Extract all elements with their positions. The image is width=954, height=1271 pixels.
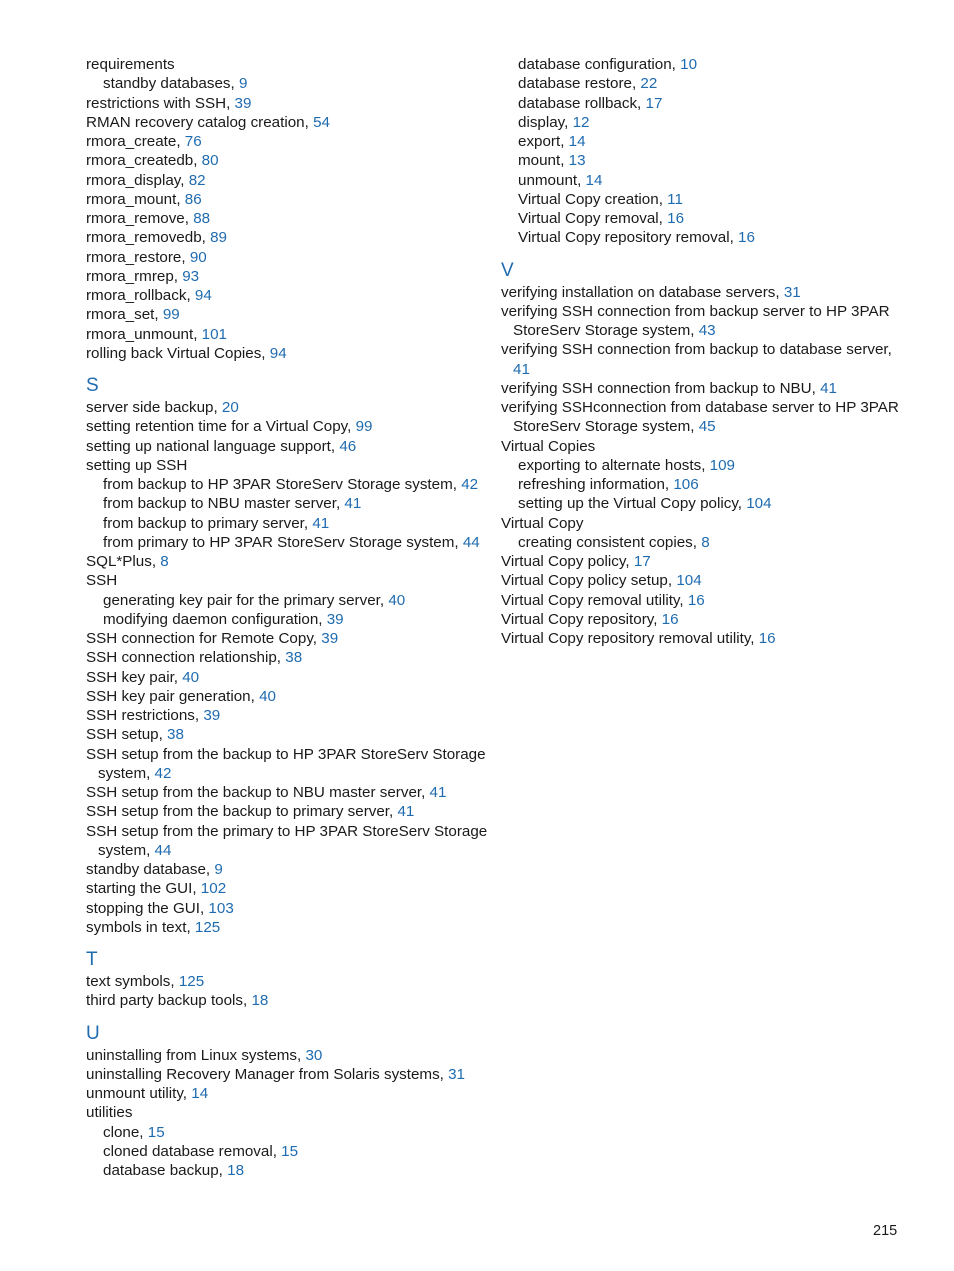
- index-term: Virtual Copy repository removal,: [518, 229, 739, 247]
- page-link[interactable]: 31: [448, 1065, 466, 1083]
- index-entry: [86, 571, 496, 590]
- index-term: Virtual Copy removal utility,: [501, 591, 688, 609]
- page-link[interactable]: 30: [305, 1046, 323, 1064]
- page-link[interactable]: 45: [698, 418, 716, 436]
- index-term: Virtual Copies: [501, 437, 596, 455]
- index-term: Virtual Copy creation,: [518, 190, 668, 208]
- index-subentry: [501, 171, 911, 190]
- index-term: setting up the Virtual Copy policy,: [518, 495, 747, 513]
- page-link[interactable]: 106: [673, 476, 699, 493]
- page-link[interactable]: 44: [154, 841, 172, 859]
- page-link[interactable]: 38: [167, 726, 184, 744]
- index-entry: [86, 668, 496, 687]
- index-entry: [86, 437, 496, 456]
- index-term: from backup to HP 3PAR StoreServ Storage system,: [103, 476, 462, 493]
- index-subentry: [501, 132, 911, 151]
- index-term: SSH setup from the backup to HP 3PAR StoreServ Storage system,: [86, 745, 486, 782]
- index-term: rolling back Virtual Copies,: [86, 344, 270, 362]
- page-link[interactable]: 38: [285, 649, 303, 667]
- index-letter-heading: S: [86, 375, 99, 396]
- page-link[interactable]: 104: [746, 495, 772, 513]
- page-link[interactable]: 41: [429, 784, 447, 801]
- page-link[interactable]: 42: [461, 476, 479, 493]
- index-entry: [501, 629, 911, 648]
- page-link[interactable]: 101: [201, 325, 227, 343]
- page-link[interactable]: 16: [758, 630, 776, 647]
- index-entry: [86, 991, 496, 1010]
- index-term: utilities: [86, 1104, 133, 1122]
- index-entry: [86, 706, 496, 725]
- index-term: export,: [518, 133, 569, 150]
- index-entry: [86, 151, 496, 170]
- index-entry: [86, 344, 496, 363]
- index-entry: [86, 860, 496, 879]
- page-link[interactable]: 16: [738, 229, 755, 247]
- index-entry: [501, 437, 911, 456]
- index-term: setting up SSH: [86, 456, 188, 474]
- index-term: rmora_remove,: [86, 210, 194, 227]
- index-entry: [86, 783, 496, 802]
- index-subentry: [86, 1142, 496, 1161]
- page-link[interactable]: 42: [154, 764, 172, 782]
- index-entry: [86, 1103, 496, 1122]
- index-subentry: [86, 1123, 496, 1142]
- index-term: SSH connection for Remote Copy,: [86, 630, 322, 647]
- page-link[interactable]: 41: [820, 379, 837, 397]
- page-link[interactable]: 14: [191, 1085, 209, 1102]
- index-entry: [86, 648, 496, 667]
- index-term: verifying installation on database servers,: [501, 283, 784, 301]
- page-link[interactable]: 20: [221, 399, 239, 416]
- index-term: Virtual Copy repository,: [501, 610, 662, 628]
- index-subentry: [501, 55, 911, 74]
- page-link[interactable]: 76: [184, 133, 202, 150]
- index-term: SSH connection relationship,: [86, 649, 286, 667]
- index-entry: [86, 879, 496, 898]
- index-term: rmora_display,: [86, 171, 189, 189]
- index-entry: [86, 1084, 496, 1103]
- index-term: SSH: [86, 572, 118, 590]
- page-link[interactable]: 93: [182, 267, 200, 285]
- index-entry: [86, 55, 496, 74]
- page-link[interactable]: 13: [568, 152, 586, 170]
- index-term: SSH setup from the backup to primary server,: [86, 803, 398, 821]
- page-link[interactable]: 40: [182, 668, 200, 686]
- index-entry: [86, 802, 496, 821]
- index-term: cloned database removal,: [103, 1142, 282, 1160]
- index-term: SSH restrictions,: [86, 707, 204, 724]
- page-link[interactable]: 39: [203, 707, 221, 724]
- index-term: starting the GUI,: [86, 880, 201, 898]
- page-link[interactable]: 86: [184, 190, 202, 208]
- index-entry: [86, 286, 496, 305]
- index-term: rmora_restore,: [86, 248, 190, 266]
- index-term: setting up national language support,: [86, 437, 340, 455]
- index-subentry: [501, 475, 911, 494]
- index-term: verifying SSH connection from backup server to HP 3PAR StoreServ Storage system,: [501, 302, 890, 339]
- index-term: requirements: [86, 56, 175, 73]
- page-link[interactable]: 103: [208, 899, 234, 917]
- index-term: verifying SSHconnection from database server to HP 3PAR StoreServ Storage system,: [501, 399, 899, 436]
- index-subentry: [86, 591, 496, 610]
- page-link[interactable]: 39: [234, 94, 252, 112]
- page-link[interactable]: 17: [633, 553, 651, 570]
- index-column-right: [501, 55, 911, 648]
- index-term: text symbols,: [86, 973, 179, 990]
- page-link[interactable]: 18: [227, 1162, 245, 1179]
- index-entry: [501, 610, 911, 629]
- index-term: database restore,: [518, 75, 641, 93]
- index-entry: [501, 283, 911, 302]
- page-link[interactable]: 16: [667, 210, 685, 227]
- index-subentry: [86, 533, 496, 552]
- index-subentry: [501, 94, 911, 113]
- index-term: symbols in text,: [86, 918, 195, 936]
- page-link[interactable]: 94: [269, 344, 287, 362]
- page-link[interactable]: 80: [201, 152, 219, 170]
- index-letter-heading: U: [86, 1022, 100, 1044]
- index-subentry: [501, 494, 911, 513]
- index-term: SSH setup from the primary to HP 3PAR StoreServ Storage system,: [86, 822, 488, 859]
- page-link[interactable]: 102: [200, 880, 227, 898]
- index-subentry: [86, 1161, 496, 1180]
- index-entry: [86, 745, 496, 784]
- index-entry: [86, 918, 496, 937]
- page-link[interactable]: 12: [572, 113, 590, 131]
- page-link[interactable]: 46: [339, 437, 357, 455]
- page-link[interactable]: 15: [147, 1123, 165, 1141]
- index-term: SSH key pair,: [86, 668, 183, 686]
- page-link[interactable]: 54: [313, 113, 330, 131]
- index-entry: [86, 725, 496, 744]
- index-subentry: [86, 610, 496, 629]
- index-entry: [86, 209, 496, 228]
- page-link[interactable]: 39: [321, 630, 339, 647]
- page-link[interactable]: 109: [709, 456, 735, 474]
- page-link[interactable]: 89: [210, 229, 227, 247]
- index-term: creating consistent copies,: [518, 533, 702, 551]
- page-link[interactable]: 8: [701, 533, 710, 551]
- index-subentry: [501, 190, 911, 209]
- index-term: Virtual Copy removal,: [518, 210, 668, 227]
- index-term: SSH setup from the backup to NBU master server,: [86, 784, 430, 801]
- index-term: rmora_rollback,: [86, 287, 195, 304]
- index-entry: [86, 1065, 496, 1084]
- page-link[interactable]: 99: [162, 306, 180, 324]
- index-subentry: [501, 113, 911, 132]
- index-subentry: [501, 74, 911, 93]
- index-entry: [86, 456, 496, 475]
- page-link[interactable]: 40: [388, 591, 406, 609]
- index-term: verifying SSH connection from backup to database server,: [501, 341, 892, 359]
- page-link[interactable]: 44: [462, 533, 480, 551]
- page-number: 215: [873, 1223, 898, 1239]
- index-term: rmora_create,: [86, 133, 185, 150]
- index-entry: [86, 398, 496, 417]
- page-link[interactable]: 104: [676, 572, 702, 590]
- index-term: SSH setup,: [86, 726, 168, 744]
- index-term: database rollback,: [518, 94, 646, 112]
- index-term: uninstalling Recovery Manager from Solaris systems,: [86, 1065, 449, 1083]
- page-link[interactable]: 40: [259, 687, 276, 705]
- index-term: display,: [518, 113, 573, 131]
- index-term: uninstalling from Linux systems,: [86, 1046, 306, 1064]
- index-term: rmora_rmrep,: [86, 267, 183, 285]
- index-letter-heading: T: [86, 949, 98, 970]
- page-link[interactable]: 82: [188, 171, 206, 189]
- index-entry: [86, 972, 496, 991]
- index-entry: [501, 379, 911, 398]
- page-link[interactable]: 10: [680, 56, 698, 73]
- page-link[interactable]: 8: [160, 553, 169, 570]
- index-entry: [86, 629, 496, 648]
- index-entry: [86, 325, 496, 344]
- index-entry: [86, 132, 496, 151]
- index-term: exporting to alternate hosts,: [518, 456, 710, 474]
- index-term: server side backup,: [86, 399, 222, 416]
- index-entry: [501, 591, 911, 610]
- index-entry: [86, 1046, 496, 1065]
- index-term: from primary to HP 3PAR StoreServ Storage system,: [103, 533, 463, 551]
- page-link[interactable]: 94: [194, 287, 212, 304]
- index-subentry: [501, 456, 911, 475]
- index-term: Virtual Copy policy,: [501, 553, 634, 570]
- index-entry: [86, 687, 496, 706]
- index-entry: [86, 190, 496, 209]
- page-link[interactable]: 11: [667, 190, 683, 208]
- page-link[interactable]: 22: [640, 75, 658, 93]
- page-link[interactable]: 14: [585, 171, 603, 189]
- index-term: Virtual Copy policy setup,: [501, 572, 677, 590]
- index-term: standby databases,: [103, 75, 239, 93]
- index-subentry: [86, 475, 496, 494]
- index-subentry: [86, 74, 496, 93]
- page-link[interactable]: 41: [312, 514, 330, 532]
- index-entry: [86, 552, 496, 571]
- index-subentry: [86, 514, 496, 533]
- page-link[interactable]: 17: [645, 94, 663, 112]
- index-subentry: [501, 533, 911, 552]
- page-link[interactable]: 15: [281, 1142, 299, 1160]
- index-term: rmora_unmount,: [86, 325, 202, 343]
- page-link[interactable]: 9: [214, 861, 223, 878]
- page-link[interactable]: 9: [238, 75, 248, 93]
- index-subentry: [501, 228, 911, 247]
- index-term: unmount utility,: [86, 1085, 192, 1102]
- page-link[interactable]: 14: [568, 133, 586, 150]
- page-link[interactable]: 125: [178, 973, 205, 990]
- index-term: mount,: [518, 152, 569, 170]
- page-link[interactable]: 18: [251, 992, 269, 1010]
- index-term: Virtual Copy repository removal utility,: [501, 630, 759, 647]
- index-term: refreshing information,: [518, 476, 674, 493]
- index-term: verifying SSH connection from backup to NBU,: [501, 379, 821, 397]
- page-link[interactable]: 39: [326, 610, 344, 628]
- index-entry: [86, 822, 496, 861]
- index-entry: [501, 398, 911, 437]
- index-term: SSH key pair generation,: [86, 687, 260, 705]
- page-link[interactable]: 41: [513, 360, 530, 378]
- index-entry: [86, 228, 496, 247]
- index-entry: [86, 113, 496, 132]
- page-link[interactable]: 90: [189, 248, 207, 266]
- index-term: unmount,: [518, 171, 586, 189]
- index-entry: [501, 571, 911, 590]
- index-letter-heading: V: [501, 259, 514, 281]
- index-entry: [86, 899, 496, 918]
- index-term: modifying daemon configuration,: [103, 610, 327, 628]
- index-subentry: [501, 209, 911, 228]
- index-entry: [86, 267, 496, 286]
- page-link[interactable]: 16: [661, 610, 679, 628]
- page-link[interactable]: 99: [355, 418, 373, 436]
- index-term: Virtual Copy: [501, 514, 584, 532]
- index-entry: [501, 340, 911, 379]
- index-term: from backup to primary server,: [103, 514, 313, 532]
- index-entry: [86, 305, 496, 324]
- index-subentry: [501, 151, 911, 170]
- index-term: clone,: [103, 1123, 148, 1141]
- index-term: third party backup tools,: [86, 992, 252, 1010]
- index-term: from backup to NBU master server,: [103, 495, 345, 513]
- index-term: rmora_createdb,: [86, 152, 202, 170]
- index-term: generating key pair for the primary server,: [103, 591, 389, 609]
- index-term: standby database,: [86, 861, 215, 878]
- index-term: restrictions with SSH,: [86, 94, 235, 112]
- page-link[interactable]: 125: [194, 918, 221, 936]
- page-link[interactable]: 31: [783, 283, 801, 301]
- index-subentry: [86, 494, 496, 513]
- page-link[interactable]: 41: [344, 495, 362, 513]
- index-entry: [501, 552, 911, 571]
- index-term: setting retention time for a Virtual Copy,: [86, 418, 356, 436]
- page-link[interactable]: 41: [397, 803, 415, 821]
- index-term: database configuration,: [518, 56, 681, 73]
- page-link[interactable]: 88: [193, 210, 211, 227]
- index-term: SQL*Plus,: [86, 553, 161, 570]
- index-column-left: [86, 55, 496, 1180]
- index-entry: [86, 248, 496, 267]
- index-term: rmora_mount,: [86, 190, 185, 208]
- index-entry: [86, 94, 496, 113]
- index-term: database backup,: [103, 1162, 228, 1179]
- index-term: RMAN recovery catalog creation,: [86, 113, 314, 131]
- page-link[interactable]: 43: [698, 322, 716, 339]
- index-term: stopping the GUI,: [86, 899, 209, 917]
- index-term: rmora_removedb,: [86, 229, 211, 247]
- index-entry: [86, 171, 496, 190]
- index-entry: [86, 417, 496, 436]
- index-term: rmora_set,: [86, 306, 163, 324]
- page-link[interactable]: 16: [687, 591, 705, 609]
- index-entry: [501, 514, 911, 533]
- index-entry: [501, 302, 911, 341]
